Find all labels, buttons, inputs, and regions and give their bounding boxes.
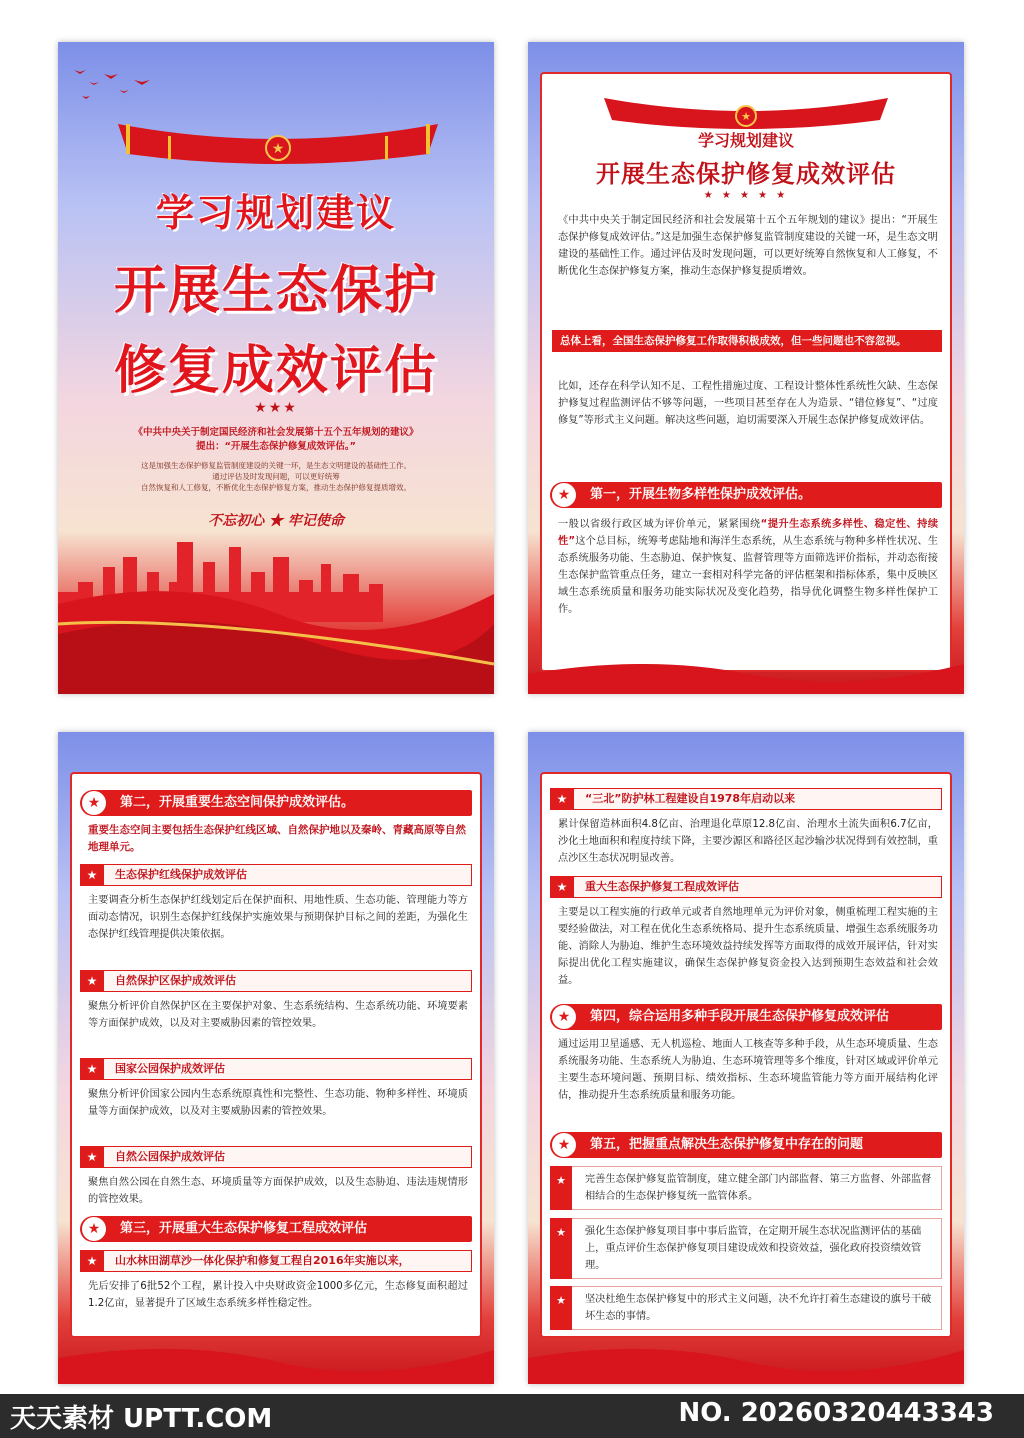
- star-icon: ★: [82, 1217, 106, 1241]
- alert-box: 总体上看，全国生态保护修复工作取得积极成效，但一些问题也不容忽视。: [552, 330, 942, 352]
- list-item: [550, 1218, 942, 1279]
- subheading-label: 自然保护区保护成效评估: [115, 974, 236, 987]
- star-icon: ★: [80, 1146, 104, 1168]
- star-icon: ★: [550, 1166, 572, 1210]
- birds-icon: [64, 60, 164, 110]
- section-heading-1: [550, 482, 942, 508]
- svg-text:★: ★: [271, 141, 285, 157]
- poster-intro: [528, 42, 964, 694]
- subheading-label: 山水林田湖草沙一体化保护和修复工程自2016年实施以来，: [115, 1254, 410, 1267]
- red-silk-wave: [528, 654, 964, 694]
- red-silk-wave: [58, 574, 494, 694]
- subheading-label: 生态保护红线保护成效评估: [115, 868, 247, 881]
- star-icon: ★: [550, 1286, 572, 1330]
- section1-text-a: 一般以省级行政区域为评价单元，紧紧围绕: [558, 519, 761, 530]
- subheading-natural-park: [80, 1146, 472, 1168]
- ribbon-banner-icon: [598, 90, 894, 132]
- subheading-label: “三北”防护林工程建设自1978年启动以来: [585, 792, 796, 805]
- subheading-project: [80, 1250, 472, 1272]
- poster-cover: [58, 42, 494, 694]
- star-icon: ★: [82, 791, 106, 815]
- poster-section-4-5: [528, 732, 964, 1384]
- star-icon: ★: [552, 1133, 576, 1157]
- star-icon: ★: [80, 1250, 104, 1272]
- poster-title-small: 学习规划建议: [697, 131, 794, 150]
- red-silk-wave: [58, 1338, 494, 1384]
- star-icon: ★: [550, 1218, 572, 1279]
- stars-icon: ★★★: [254, 400, 298, 416]
- poster-body-line: 自然恢复和人工修复，不断优化生态保护修复方案，推动生态保护修复提质增效。: [141, 483, 411, 492]
- star-icon: ★: [80, 970, 104, 992]
- list-item-text: 强化生态保护修复项目事中事后监管，在定期开展生态状况监测评估的基础上，重点评价生态保护修复项目建设成效和投资效益，强化政府投资绩效管理。: [585, 1226, 922, 1271]
- subheading-reserve: [80, 970, 472, 992]
- poster-title-line2: 开展生态保护: [113, 261, 438, 321]
- star-icon: ★: [552, 1005, 576, 1029]
- intro-paragraph: 《中共中央关于制定国民经济和社会发展第十五个五年规划的建议》提出：“开展生态保护修复成效评估。”这是加强生态保护修复监管制度建设的关键一环，是生态文明建设的基础性工作。通过评估及时发现问题，可以更好统筹自然恢复和人工修复，不断优化生态保护修复方案，推动生态保护修复提质增效。: [558, 215, 938, 277]
- subheading-national-park: [80, 1058, 472, 1080]
- section1-highlight: “提升生态系统多样性、稳定性、持续性”: [558, 519, 939, 547]
- subheading-redline: [80, 864, 472, 886]
- section-heading-label: 第四，综合运用多种手段开展生态保护修复成效评估: [590, 1009, 890, 1024]
- project-paragraph: 先后安排了6批52个工程，累计投入中央财政资金1000多亿元，生态修复面积超过1.2亿亩，显著提升了区域生态系统多样性稳定性。: [88, 1281, 468, 1309]
- list-item: [550, 1286, 942, 1330]
- poster-body-line: 通过评估及时发现问题，可以更好统筹: [212, 472, 340, 481]
- star-icon: ★: [550, 876, 574, 898]
- list-item: [550, 1166, 942, 1210]
- problem-paragraph: 比如，还存在科学认知不足、工程性措施过度、工程设计整体性系统性欠缺、生态保护修复过程监测评估不够等问题，一些项目甚至存在人为造景、“错位修复”、“过度修复”等形式主义问题。解决这些问题，迫切需要深入开展生态保护修复成效评估。: [558, 381, 938, 426]
- poster-body-line: 这是加强生态保护修复监管制度建设的关键一环，是生态文明建设的基础性工作。: [141, 461, 411, 470]
- national-park-paragraph: 聚焦分析评价国家公园内生态系统原真性和完整性、生态功能、物种多样性、环境质量等方面保护成效，以及对主要威胁因素的管控效果。: [88, 1089, 468, 1117]
- section-heading-label: 第二，开展重要生态空间保护成效评估。: [120, 795, 355, 810]
- section-heading-label: 第一，开展生物多样性保护成效评估。: [590, 487, 812, 502]
- poster-subtitle-quote: 提出：“开展生态保护修复成效评估。”: [196, 441, 356, 452]
- red-silk-wave: [528, 1338, 964, 1384]
- stars-icon: ★ ★ ★ ★ ★: [703, 190, 789, 201]
- major-project-paragraph: 主要是以工程实施的行政单元或者自然地理单元为评价对象，侧重梳理工程实施的主要经验做法，对工程在优化生态系统格局、提升生态系统质量、增强生态系统服务功能、消除人为胁迫、维护生态环境效益持续发挥等方面取得的成效开展评估，针对实际提出优化工程实施建议，确保生态保护修复资金投入达到预期生态效益和社会效益。: [558, 907, 938, 986]
- subheading-label: 自然公园保护成效评估: [115, 1150, 225, 1163]
- section1-text-b: 这个总目标，统筹考虑陆地和海洋生态系统，从生态系统与物种多样性状况、生态系统服务功能、生态胁迫、保护恢复、监督管理等方面筛选评价指标，并动态衔接生态保护监管重点任务，建立一套相对科学完备的评估框架和指标体系，集中反映区域生态系统质量和服务功能实际状况及变化趋势，指导优化调整生物多样性保护工作。: [558, 536, 939, 615]
- watermark-site: 天天素材 UPTT.COM: [10, 1404, 273, 1434]
- section-heading-label: 第五，把握重点解决生态保护修复中存在的问题: [590, 1137, 864, 1152]
- subheading-sanbei: [550, 788, 942, 810]
- star-icon: ★: [552, 483, 576, 507]
- section-heading-5: [550, 1132, 942, 1158]
- sanbei-paragraph: 累计保留造林面积4.8亿亩、治理退化草原12.8亿亩、治理水土流失面积6.7亿亩，沙化土地面积和程度持续下降，主要沙源区和路径区起沙输沙状况得到有效控制，重点沙区生态状况明显改善。: [558, 819, 938, 864]
- list-item-text: 坚决杜绝生态保护修复中的形式主义问题，决不允许打着生态建设的旗号干破坏生态的事情。: [585, 1294, 932, 1322]
- section2-intro: 重要生态空间主要包括生态保护红线区域、自然保护地以及秦岭、青藏高原等自然地理单元。: [88, 824, 466, 853]
- star-icon: ★: [80, 1058, 104, 1080]
- redline-paragraph: 主要调查分析生态保护红线划定后在保护面积、用地性质、生态功能、管理能力等方面动态情况，识别生态保护红线保护实施效果与预期保护目标之间的差距，为强化生态保护红线管理提供决策依据。: [88, 895, 468, 940]
- poster-title-line3: 修复成效评估: [113, 341, 438, 401]
- subheading-major-project: [550, 876, 942, 898]
- section4-paragraph: 通过运用卫星遥感、无人机巡检、地面人工核查等多种手段，从生态环境质量、生态系统服务功能、生态系统人为胁迫、生态环境管理等多个维度，针对区域或评价单元主要生态环境问题、预期目标、绩效指标、生态环境监管能力等方面开展结构化评估，推动提升生态系统质量和服务功能。: [558, 1039, 938, 1101]
- ribbon-banner-icon: [108, 114, 448, 170]
- natural-park-paragraph: 聚焦自然公园在自然生态、环境质量等方面保护成效，以及生态胁迫、违法违规情形的管控效果。: [88, 1177, 468, 1205]
- watermark-number: NO. 20260320443343: [678, 1398, 994, 1428]
- subheading-label: 国家公园保护成效评估: [115, 1062, 225, 1075]
- section-heading-4: [550, 1004, 942, 1030]
- section-heading-2: [80, 790, 472, 816]
- poster-title-line1: 学习规划建议: [155, 191, 396, 235]
- poster-subtitle: 《中共中央关于制定国民经济和社会发展第十五个五年规划的建议》: [133, 427, 419, 438]
- section1-paragraph: [558, 516, 938, 618]
- star-icon: ★: [80, 864, 104, 886]
- list-item-text: 完善生态保护修复监管制度，建立健全部门内部监督、第三方监督、外部监督相结合的生态保护修复统一监管体系。: [585, 1174, 932, 1202]
- reserve-paragraph: 聚焦分析评价自然保护区在主要保护对象、生态系统结构、生态系统功能、环境要素等方面保护成效，以及对主要威胁因素的管控效果。: [88, 1001, 468, 1029]
- star-icon: ★: [550, 788, 574, 810]
- svg-text:★: ★: [741, 110, 751, 123]
- poster-title-main: 开展生态保护修复成效评估: [596, 160, 896, 188]
- section-heading-3: [80, 1216, 472, 1242]
- watermark-footer: [0, 1394, 1024, 1438]
- subheading-label: 重大生态保护修复工程成效评估: [585, 880, 739, 893]
- poster-body: [88, 460, 464, 493]
- poster-section-2-3: [58, 732, 494, 1384]
- slogan: 不忘初心 ★ 牢记使命: [208, 513, 344, 529]
- section-heading-label: 第三，开展重大生态保护修复工程成效评估: [120, 1221, 368, 1236]
